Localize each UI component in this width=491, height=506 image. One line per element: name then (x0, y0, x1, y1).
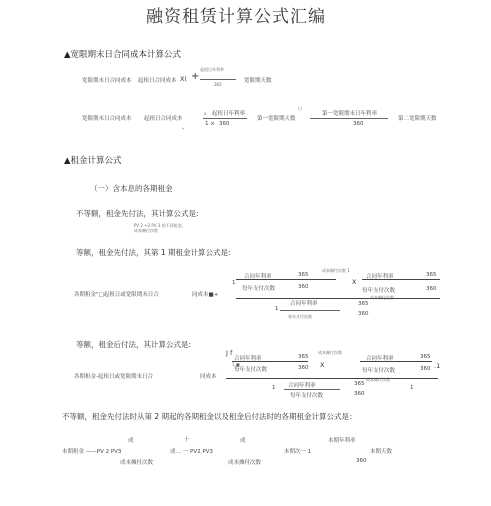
fraction-value: 365 (298, 354, 309, 360)
formula-text: .1 (434, 362, 441, 370)
fraction-value: 360 (354, 391, 365, 397)
formula-text: 宽限期末日合同成本 (82, 116, 132, 122)
fraction-numerator: 第一宽限期末日年利率 (322, 111, 378, 117)
formula-text: 1 × (205, 121, 215, 127)
fraction-denominator: 365 (214, 82, 222, 87)
rent-heading: ▲租金计算公式 (64, 156, 122, 166)
multiply-operator: X (320, 361, 325, 369)
formula-text: 1 (272, 385, 276, 391)
fraction-numerator: 合同年利率 (366, 356, 394, 362)
main-fraction-bar (236, 298, 440, 299)
fraction-denominator: 每年支付次数 (290, 393, 324, 399)
fraction-bar (232, 361, 308, 362)
formula-note: 成本摊付次数 1 (322, 268, 350, 273)
equal-postpaid-text: 等额，租金后付法，其计算公式是: (76, 340, 192, 349)
grace-period-heading: ▲宽限期末日合同成本计算公式 (64, 50, 182, 60)
fraction-denominator: 每年支付次数 (242, 286, 276, 292)
equal-prepaid-text: 等额，租金先付法，其第 1 期租金计算公式是: (76, 248, 231, 257)
fraction-bar (362, 279, 440, 280)
formula-text: 宽限期末日合同成本 (82, 78, 132, 84)
fraction-numerator: 起租日年利率 (200, 67, 224, 72)
formula-note: * (182, 127, 184, 132)
fraction-value: 360 (358, 311, 369, 317)
formula-text: 各期租金-起租日或宽限期末日合 (74, 374, 153, 380)
fraction-value: 365 (420, 354, 431, 360)
page-title: 融资租赁计算公式汇编 (146, 7, 326, 27)
subheading-principal-interest: （一）含本息的各期租金 (90, 184, 173, 193)
fraction-value: 360 (298, 365, 309, 371)
formula-text: 1 ■ (232, 362, 240, 367)
main-fraction-bar (226, 378, 438, 379)
fraction-denominator: 360 (353, 121, 364, 127)
formula-text: 本期天数 (370, 449, 393, 455)
formula-text: 1 (275, 306, 279, 312)
formula-text: 本期租金 ——PV 2 PV3 (62, 449, 122, 455)
plus-operator: + (191, 71, 200, 82)
fraction-denominator: 360 (219, 121, 230, 127)
fraction-value: 365 (358, 301, 369, 307)
formula-operator: / / (298, 106, 302, 111)
formula-text: 成 (128, 438, 134, 444)
unequal-subsequent-text: 不等额，租金先付法时从第 2 期起的各期租金以及租金后付法时的各期租金计算公式是： (62, 412, 357, 421)
formula-text: 本期年利率 (328, 438, 356, 444)
formula-text: 宽限期天数 (244, 78, 272, 84)
formula-text: PV 2 +2 PV 3 的不同租金。 (134, 223, 186, 228)
fraction-value: 360 (426, 286, 437, 292)
fraction-numerator: 起租日年利率 (212, 111, 246, 117)
fraction-bar (200, 79, 236, 80)
formula-note: 成本摊付次数 (366, 377, 390, 382)
plus-operator: 十 (184, 437, 190, 443)
unequal-prepaid-text: 不等额，租金先付法，其计算公式是: (76, 209, 199, 218)
formula-text: 同成本■+ (192, 292, 219, 298)
multiply-operator: X (352, 278, 357, 286)
fraction-numerator: 合同年利率 (234, 356, 262, 362)
formula-text: 各期租金"□起租日或宽限期末日合 (74, 292, 159, 298)
fraction-bar (360, 361, 432, 362)
fraction-denominator: 每年支付次数 (362, 288, 396, 294)
formula-text: 第一宽限期天数 (257, 116, 296, 122)
formula-text: 同成本 (200, 374, 217, 380)
fraction-value: 360 (420, 366, 431, 372)
formula-note: 成本摊付次数 (318, 350, 342, 355)
fraction-bar (236, 279, 336, 280)
fraction-bar (280, 310, 340, 311)
formula-text: 1 (410, 385, 414, 391)
fraction-value: 365 (426, 272, 437, 278)
fraction-denominator: 每年支付次数 (362, 368, 396, 374)
formula-text: 360 (356, 458, 367, 464)
formula-operator: X( (180, 75, 187, 83)
formula-text: 成本摊付次数 (120, 460, 154, 466)
fraction-numerator: 合同年利率 (288, 383, 316, 389)
formula-text: 1 (232, 280, 236, 286)
fraction-value: 360 (298, 284, 309, 290)
formula-text: 成… 一 PV2 PV3 (170, 449, 213, 455)
fraction-numerator: 合同年利率 (290, 301, 318, 307)
fraction-bar (284, 389, 340, 390)
formula-text: 起租日合同成本 (138, 78, 177, 84)
formula-note: 成本摊付次数 (370, 295, 394, 300)
fraction-value: 365 (354, 381, 365, 387)
fraction-numerator: 合同年利率 (244, 274, 272, 280)
formula-text: 成 (240, 438, 246, 444)
formula-text: 第二宽限期天数 (398, 116, 437, 122)
fraction-numerator: 合同年利率 (366, 274, 394, 280)
fraction-bar (203, 118, 247, 119)
formula-text: 起租日合同成本 (144, 116, 183, 122)
formula-text: 成本摊付次数 (134, 228, 158, 233)
formula-note: x (204, 111, 207, 116)
fraction-value: 365 (298, 272, 309, 278)
formula-text: 成本摊付次数 (228, 460, 262, 466)
fraction-denominator: 每年支付次数 (288, 314, 312, 319)
formula-text: 本期次一 1 (284, 449, 312, 455)
formula-text: J f (226, 349, 233, 357)
fraction-bar (310, 118, 388, 119)
fraction-denominator: 每年支付次数 (234, 367, 268, 373)
